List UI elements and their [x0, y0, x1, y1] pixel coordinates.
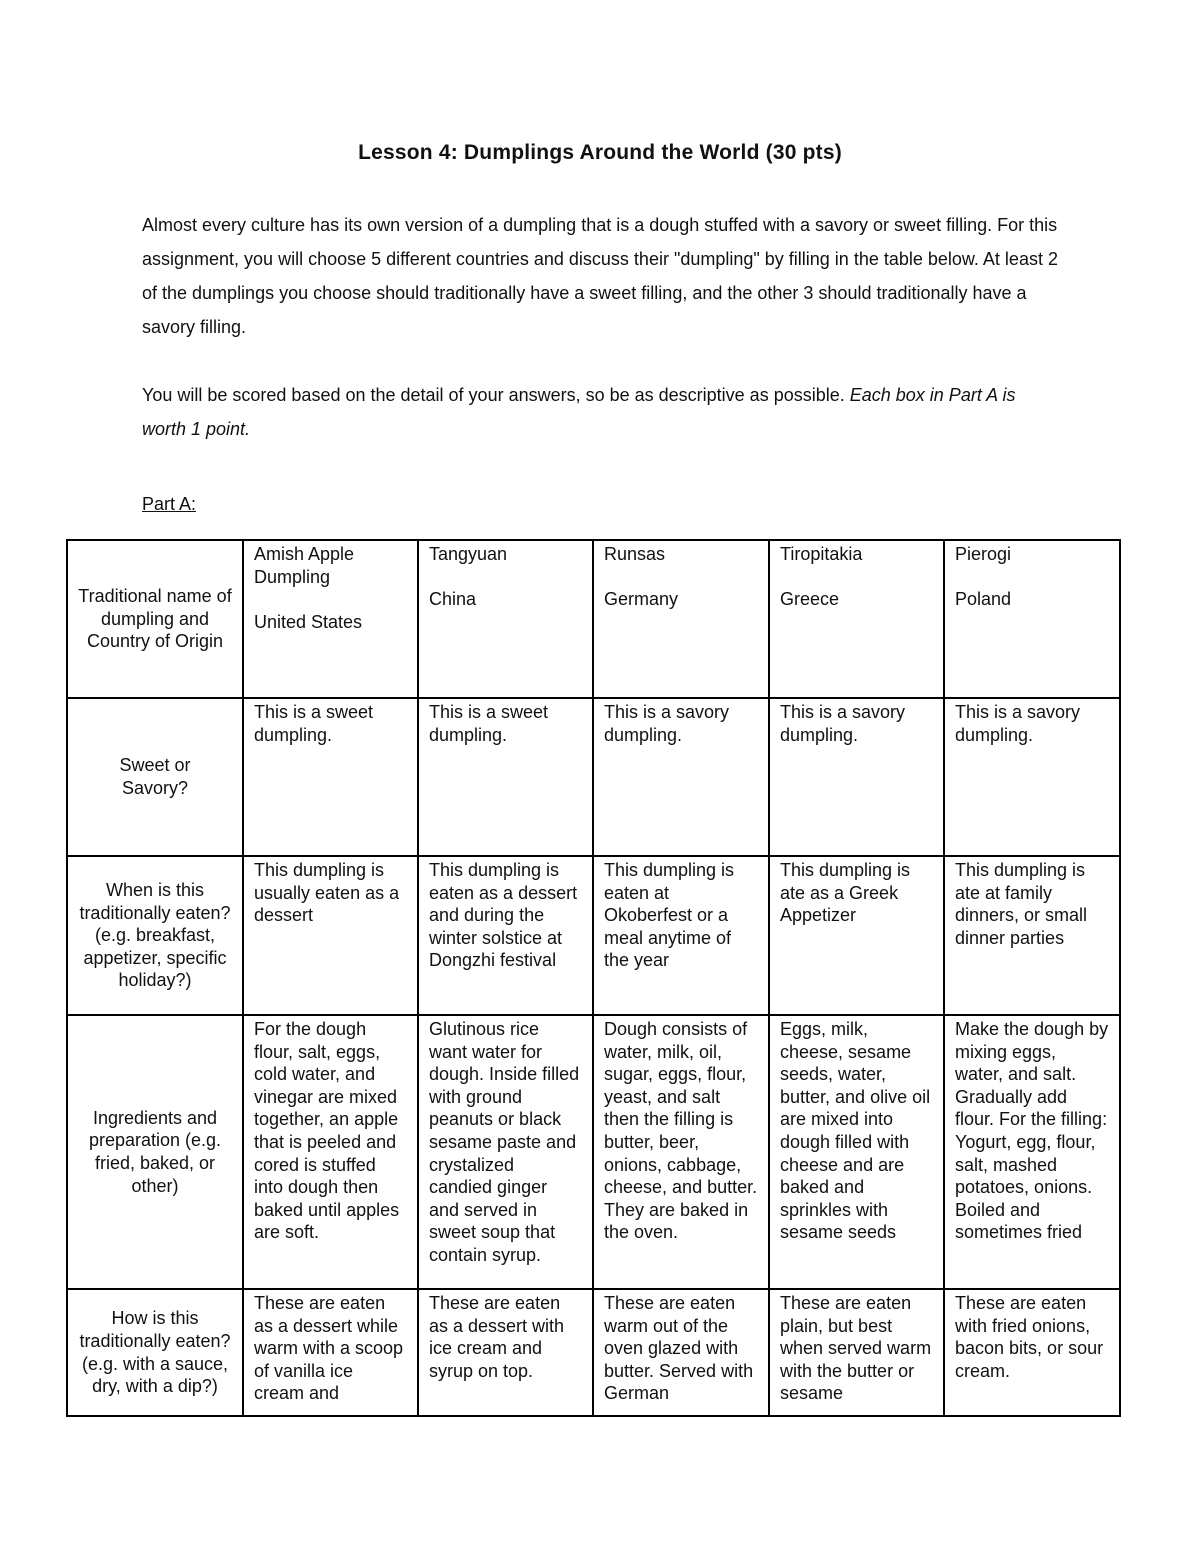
- table-cell[interactable]: This dumpling is eaten at Okoberfest or a meal anytime of the year: [593, 856, 769, 1015]
- table-cell[interactable]: This dumpling is usually eaten as a dessert: [243, 856, 418, 1015]
- table-cell[interactable]: Glutinous rice want water for dough. Inside filled with ground peanuts or black sesame paste and crystalized candied ginger and served in sweet soup that contain syrup.: [418, 1015, 593, 1289]
- dumplings-table: [66, 539, 1121, 1417]
- table-row: [67, 1015, 1120, 1289]
- row-header-ingredients: Ingredients and preparation (e.g. fried, baked, or other): [67, 1015, 243, 1289]
- scoring-paragraph: [142, 378, 1062, 446]
- table-cell[interactable]: These are eaten plain, but best when served warm with the butter or sesame: [769, 1289, 944, 1416]
- table-cell[interactable]: Make the dough by mixing eggs, water, and salt. Gradually add flour. For the filling: Yogurt, egg, flour, salt, mashed potatoes, onions. Boiled and sometimes fried: [944, 1015, 1120, 1289]
- table-cell[interactable]: Runsas Germany: [593, 540, 769, 698]
- table-row: [67, 856, 1120, 1015]
- table-cell[interactable]: Tangyuan China: [418, 540, 593, 698]
- table-cell[interactable]: Dough consists of water, milk, oil, sugar, eggs, flour, yeast, and salt then the filling is butter, beer, onions, cabbage, cheese, and butter. They are baked in the oven.: [593, 1015, 769, 1289]
- row-header-name-origin: Traditional name of dumpling and Country of Origin: [67, 540, 243, 698]
- table-cell[interactable]: Pierogi Poland: [944, 540, 1120, 698]
- table-cell[interactable]: Tiropitakia Greece: [769, 540, 944, 698]
- table-row: [67, 540, 1120, 698]
- table-cell[interactable]: This dumpling is ate as a Greek Appetizer: [769, 856, 944, 1015]
- table-cell[interactable]: This is a savory dumpling.: [944, 698, 1120, 856]
- scoring-emphasis: Each box in Part A is worth 1 point.: [142, 385, 1016, 439]
- table-cell[interactable]: For the dough flour, salt, eggs, cold water, and vinegar are mixed together, an apple that is peeled and cored is stuffed into dough then baked until apples are soft.: [243, 1015, 418, 1289]
- table-cell[interactable]: This is a sweet dumpling.: [243, 698, 418, 856]
- table-cell[interactable]: These are eaten as a dessert with ice cream and syrup on top.: [418, 1289, 593, 1416]
- row-header-how-eaten: How is this traditionally eaten? (e.g. with a sauce, dry, with a dip?): [67, 1289, 243, 1416]
- table-cell[interactable]: Amish Apple Dumpling United States: [243, 540, 418, 698]
- table-cell[interactable]: This is a savory dumpling.: [593, 698, 769, 856]
- table-cell[interactable]: These are eaten warm out of the oven glazed with butter. Served with German: [593, 1289, 769, 1416]
- row-header-sweet-savory: Sweet or Savory?: [67, 698, 243, 856]
- part-a-label: Part A:: [142, 494, 197, 514]
- row-header-when-eaten: When is this traditionally eaten? (e.g. breakfast, appetizer, specific holiday?): [67, 856, 243, 1015]
- table-cell[interactable]: This dumpling is eaten as a dessert and during the winter solstice at Dongzhi festival: [418, 856, 593, 1015]
- scoring-text: You will be scored based on the detail of your answers, so be as descriptive as possible.: [142, 385, 850, 405]
- table-cell[interactable]: Eggs, milk, cheese, sesame seeds, water, butter, and olive oil are mixed into dough filled with cheese and are baked and sprinkles with sesame seeds: [769, 1015, 944, 1289]
- intro-paragraph: Almost every culture has its own version of a dumpling that is a dough stuffed with a savory or sweet filling. For this assignment, you will choose 5 different countries and discuss their "dumpling" by filling in the table below. At least 2 of the dumplings you choose should traditionally have a sweet filling, and the other 3 should traditionally have a savory filling.: [142, 215, 1058, 337]
- table-cell[interactable]: This is a savory dumpling.: [769, 698, 944, 856]
- table-cell[interactable]: These are eaten as a dessert while warm with a scoop of vanilla ice cream and: [243, 1289, 418, 1416]
- table-row: [67, 1289, 1120, 1416]
- table-cell[interactable]: This dumpling is ate at family dinners, or small dinner parties: [944, 856, 1120, 1015]
- table-cell[interactable]: This is a sweet dumpling.: [418, 698, 593, 856]
- table-row: [67, 698, 1120, 856]
- page-title: Lesson 4: Dumplings Around the World (30 pts): [358, 141, 842, 164]
- table-cell[interactable]: These are eaten with fried onions, bacon bits, or sour cream.: [944, 1289, 1120, 1416]
